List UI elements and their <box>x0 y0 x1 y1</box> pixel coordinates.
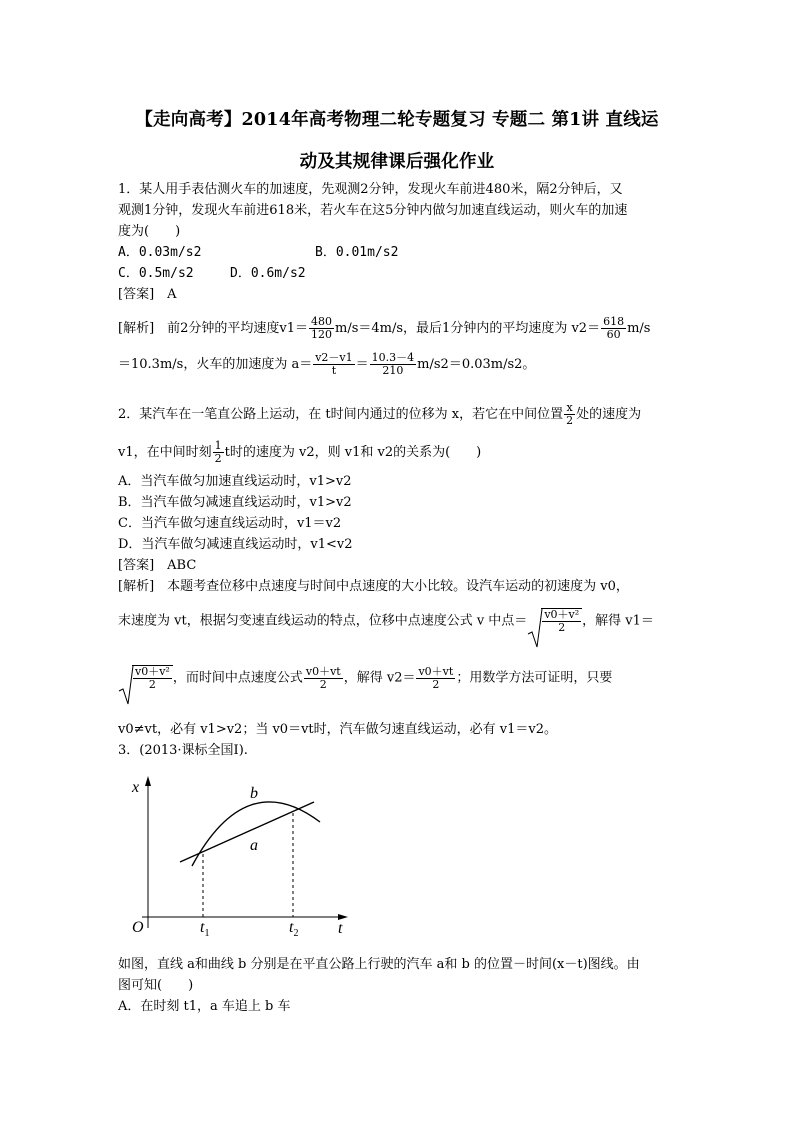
q1-option-b: B．0.01m/s2 <box>315 245 399 260</box>
fraction-1-over-2 <box>213 440 224 465</box>
q2-stem-text-b: 处的速度为 <box>576 407 642 422</box>
fraction-denominator: 2 <box>558 621 566 634</box>
fraction-denominator: 2 <box>566 414 574 427</box>
q2-explanation-line-4: v0≠vt，必有 v1>v2；当 v0＝vt时，汽车做匀速直线运动，必有 v1＝v2。 <box>118 722 558 737</box>
q1-exp-text-c: m/s <box>627 321 651 336</box>
q2-option-b: B．当汽车做匀减速直线运动时，v1>v2 <box>118 495 352 510</box>
fraction-numerator: 618 <box>603 315 625 328</box>
q2-explanation-line-2 <box>118 608 654 634</box>
document-title-line-1: 【走向高考】2014年高考物理二轮专题复习 专题二 第1讲 直线运 <box>135 110 659 130</box>
q2-exp-text-b: ，解得 v1＝ <box>582 613 654 629</box>
q2-exp-text-c: ，而时间中点速度公式 <box>172 670 303 686</box>
q2-exp-text-d: ，解得 v2＝ <box>343 670 416 686</box>
label-origin: O <box>132 919 144 936</box>
q2-option-c: C．当汽车做匀速直线运动时，v1＝v2 <box>118 516 342 531</box>
fraction-denominator: 2 <box>214 452 222 465</box>
label-x: x <box>132 779 140 796</box>
fraction-denominator: 120 <box>311 328 333 341</box>
fraction-618-60 <box>601 316 626 341</box>
q2-exp-text-a: 末速度为 vt，根据匀变速直线运动的特点，位移中点速度公式 v 中点＝ <box>118 613 528 629</box>
fraction-numerator: v0＋vt <box>305 664 341 678</box>
fraction-denominator: 2 <box>319 677 327 691</box>
q2-explanation-line-3 <box>118 665 612 691</box>
q3-heading: 3．(2013·课标全国Ⅰ). <box>118 743 248 758</box>
fraction-numerator: x <box>564 402 575 415</box>
q2-exp-text-e: ；用数学方法可证明，只要 <box>456 670 613 686</box>
label-a: a <box>250 837 258 854</box>
fraction-in-sqrt <box>542 609 581 634</box>
label-t1 <box>200 919 209 938</box>
q2-option-d: D．当汽车做匀减速直线运动时，v1<v2 <box>118 537 353 552</box>
q2-stem-text-c: v1，在中间时刻 <box>118 445 212 460</box>
fraction-v0-vt-over-2 <box>304 666 343 691</box>
fraction-denominator: 2 <box>432 677 440 691</box>
q1-stem-line-1: 1．某人用手表估测火车的加速度，先观测2分钟，发现火车前进480米，隔2分钟后，又 <box>118 182 623 197</box>
fraction-x-over-2 <box>564 402 575 427</box>
label-t1-sub: 1 <box>204 928 210 938</box>
q1-explanation-line-2 <box>118 352 535 377</box>
fraction-numerator: v2－v1 <box>315 351 353 364</box>
fraction-480-120 <box>309 316 334 341</box>
fraction-numerator: 480 <box>311 315 333 328</box>
fraction-denominator: t <box>331 364 337 377</box>
x-axis-arrow-icon <box>145 776 151 786</box>
fraction-numerator: v0＋vt <box>418 664 454 678</box>
q3-stem-line-2: 图可知( ) <box>118 978 194 993</box>
position-time-graph <box>128 770 358 938</box>
label-t2-main: t <box>289 919 294 936</box>
sqrt-expression-1 <box>527 608 582 634</box>
fraction-v2-v1-over-t <box>313 352 354 377</box>
q1-exp-text-b: m/s＝4m/s，最后1分钟内的平均速度为 v2＝ <box>335 321 601 336</box>
q1-option-d: D．0.6m/s2 <box>230 266 306 281</box>
label-t2 <box>289 919 298 938</box>
fraction-v0-vt-over-2-b <box>416 666 455 691</box>
label-b: b <box>250 785 258 802</box>
q1-option-a: A．0.03m/s2 <box>118 245 202 260</box>
q1-exp-text-e: ＝ <box>355 357 369 372</box>
q1-stem-line-2: 观测1分钟，发现火车前进618米，若火车在这5分钟内做匀加速直线运动，则火车的加速 <box>118 203 628 218</box>
label-t-axis: t <box>338 920 343 937</box>
fraction-numerator: 1 <box>214 439 222 452</box>
q1-option-c: C．0.5m/s2 <box>118 266 194 281</box>
label-t1-main: t <box>200 919 205 936</box>
q1-stem-line-3: 度为( ) <box>118 224 181 239</box>
q2-stem-text-d: t时的速度为 v2，则 v1和 v2的关系为( ) <box>224 445 482 460</box>
q2-stem-line-1 <box>118 402 641 427</box>
fraction-denominator: 2 <box>148 678 156 691</box>
q2-stem-text-a: 2．某汽车在一笔直公路上运动，在 t时间内通过的位移为 x，若它在中间位置 <box>118 407 564 422</box>
q1-exp-text-d: ＝10.3m/s，火车的加速度为 a＝ <box>118 357 313 372</box>
label-t2-sub: 2 <box>293 928 299 938</box>
q1-explanation-line-1 <box>118 316 650 341</box>
fraction-denominator: 210 <box>382 364 404 377</box>
fraction-numerator: v0＋v² <box>544 608 580 621</box>
document-title-line-2: 动及其规律课后强化作业 <box>299 152 495 172</box>
curve-b <box>192 802 320 866</box>
fraction-in-sqrt <box>133 666 172 691</box>
q1-exp-text-f: m/s2＝0.03m/s2。 <box>417 357 536 372</box>
sqrt-expression-2 <box>118 665 173 691</box>
q2-answer: [答案] ABC <box>118 558 197 573</box>
fraction-denominator: 60 <box>606 328 621 341</box>
q3-option-a: A．在时刻 t1，a 车追上 b 车 <box>118 999 291 1014</box>
q3-stem-line-1: 如图，直线 a和曲线 b 分别是在平直公路上行驶的汽车 a和 b 的位置－时间(x－t)图线。由 <box>118 957 640 972</box>
q1-exp-text-a: [解析] 前2分钟的平均速度v1＝ <box>118 321 309 336</box>
q2-explanation-line-1: [解析] 本题考查位移中点速度与时间中点速度的大小比较。设汽车运动的初速度为 v0， <box>118 579 629 594</box>
fraction-10.3-4-over-210 <box>370 352 417 377</box>
q2-option-a: A．当汽车做匀加速直线运动时，v1>v2 <box>118 474 352 489</box>
q1-answer: [答案] A <box>118 287 177 302</box>
fraction-numerator: v0＋v² <box>135 665 170 678</box>
q2-stem-line-2 <box>118 440 481 465</box>
fraction-numerator: 10.3－4 <box>371 351 415 364</box>
